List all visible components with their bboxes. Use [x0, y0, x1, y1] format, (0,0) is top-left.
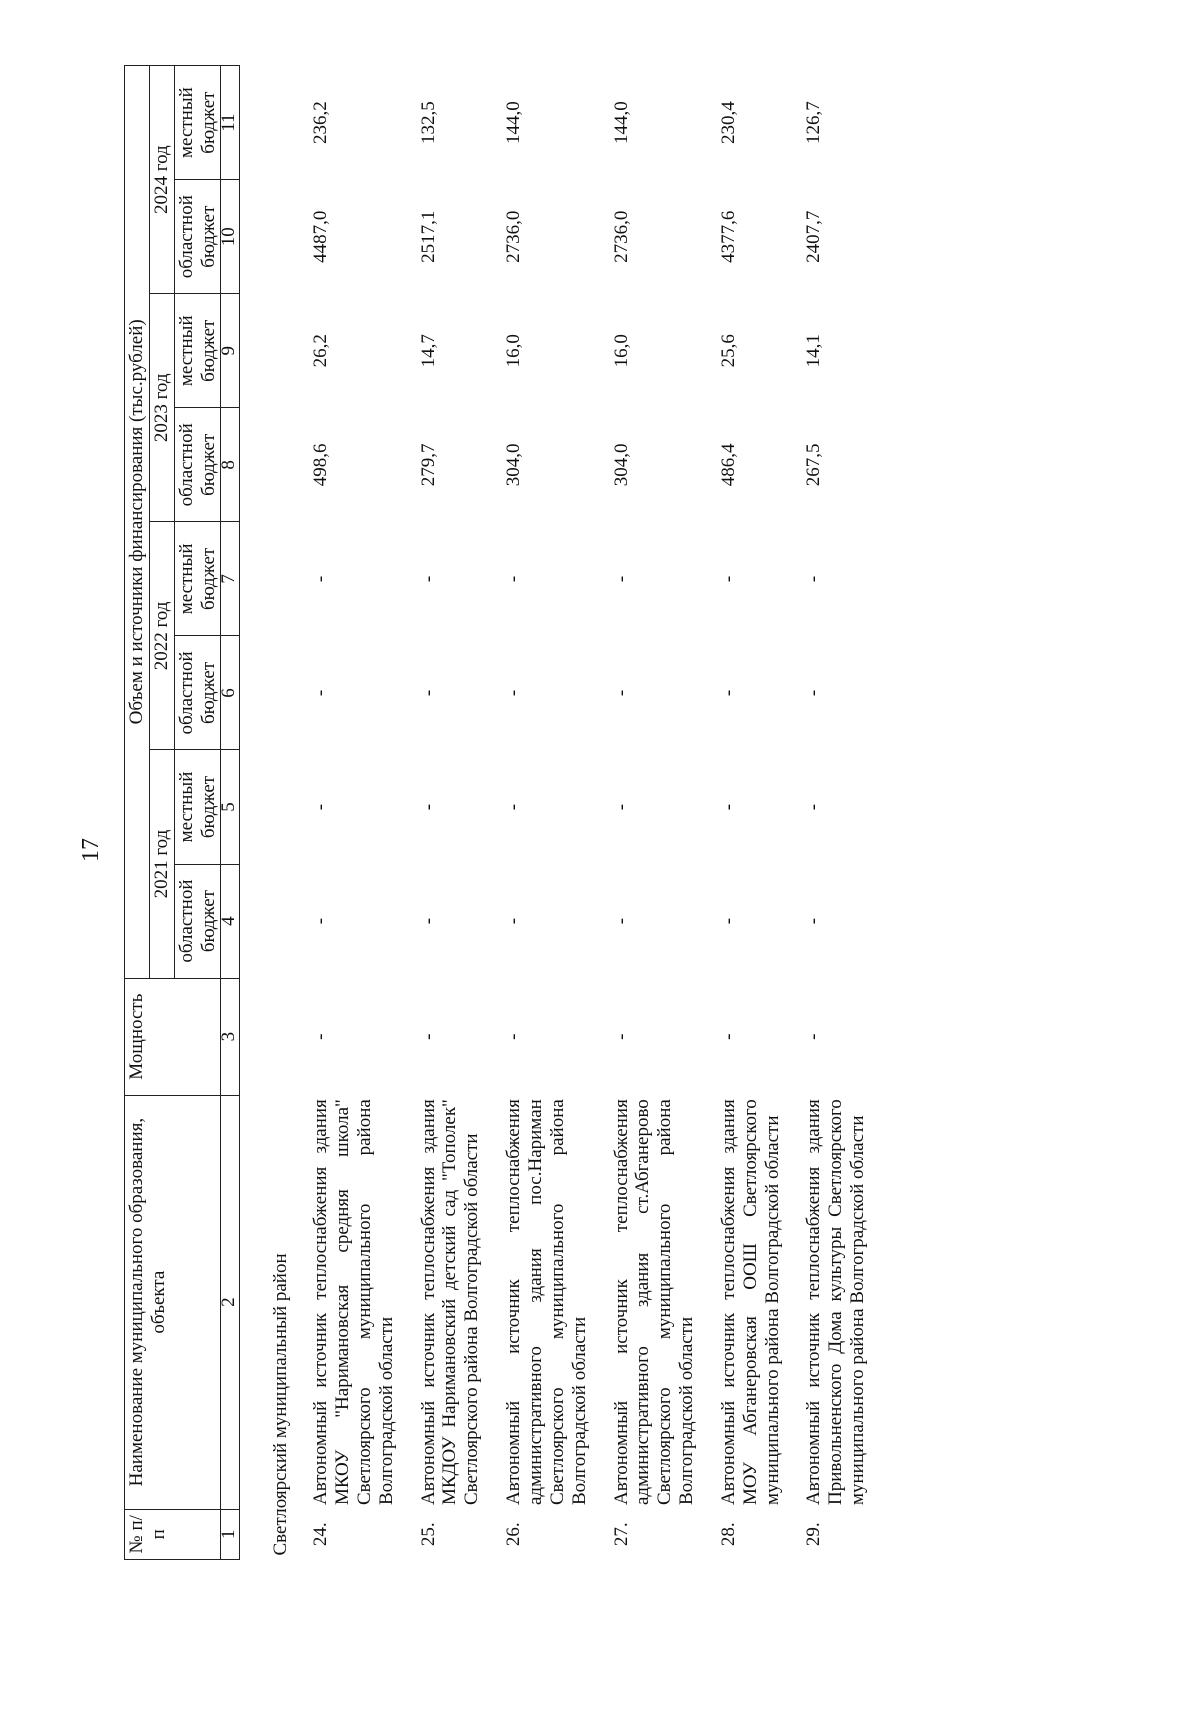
value-2022-regional: -	[417, 689, 439, 697]
value-2021-regional: -	[417, 917, 439, 925]
value-2022-local: -	[803, 575, 825, 583]
column-number: 4	[221, 864, 240, 978]
value-2023-local: 26,2	[310, 334, 332, 368]
value-2022-local: -	[417, 575, 439, 583]
row-number: 28.	[717, 1522, 739, 1547]
value-2024-regional: 4377,6	[717, 210, 739, 263]
value-2021-local: -	[310, 803, 332, 811]
value-2023-local: 25,6	[717, 334, 739, 368]
header-regional-budget: областной бюджет	[174, 408, 221, 522]
table-row	[414, 66, 500, 1560]
column-number-row	[221, 66, 240, 1560]
value-2021-regional: -	[503, 917, 525, 925]
value-2021-local: -	[503, 803, 525, 811]
power-value: -	[610, 1033, 632, 1040]
power-value: -	[717, 1033, 739, 1040]
column-number: 9	[221, 294, 240, 408]
value-2024-regional: 2407,7	[803, 210, 825, 263]
value-2021-local: -	[717, 803, 739, 811]
header-regional-budget: областной бюджет	[174, 180, 221, 294]
header-regional-budget: областной бюджет	[174, 636, 221, 750]
value-2024-local: 230,4	[717, 101, 739, 144]
value-2023-regional: 498,6	[310, 443, 332, 487]
header-year-2022: 2022 год	[149, 522, 174, 750]
column-number: 10	[221, 180, 240, 294]
value-2023-regional: 279,7	[417, 443, 439, 487]
value-2022-regional: -	[310, 689, 332, 697]
value-2021-regional: -	[803, 917, 825, 925]
header-power: Мощность	[125, 978, 221, 1095]
row-number: 29.	[803, 1522, 825, 1547]
header-name: Наименование муниципального образования, объекта	[125, 1095, 221, 1509]
header-local-budget: местный бюджет	[174, 294, 221, 408]
table-row	[799, 66, 885, 1560]
section-row	[240, 66, 306, 1560]
value-2023-regional: 304,0	[503, 443, 525, 487]
power-value: -	[417, 1033, 439, 1040]
row-number: 27.	[610, 1522, 632, 1547]
value-2024-local: 236,2	[310, 101, 332, 144]
value-2023-regional: 304,0	[610, 443, 632, 487]
row-number: 26.	[503, 1522, 525, 1547]
value-2023-local: 16,0	[503, 334, 525, 368]
header-local-budget: местный бюджет	[174, 750, 221, 864]
table-row	[607, 66, 714, 1560]
row-number: 25.	[417, 1522, 439, 1547]
financing-table	[124, 65, 885, 1560]
power-value: -	[310, 1033, 332, 1040]
page-number: 17	[78, 838, 104, 862]
value-2023-regional: 267,5	[803, 443, 825, 487]
value-2024-local: 144,0	[610, 101, 632, 144]
value-2021-regional: -	[717, 917, 739, 925]
header-num: № п/п	[125, 1509, 221, 1559]
value-2024-local: 132,5	[417, 101, 439, 144]
header-year-2023: 2023 год	[149, 294, 174, 522]
value-2021-local: -	[610, 803, 632, 811]
object-name: Автономный источник теплоснабжения здания МКДОУ Наримановский детский сад "Тополек" Светлоярского района Волгоградской области	[417, 1099, 483, 1506]
header-funding: Объем и источники финансирования (тыс.рублей)	[125, 66, 150, 979]
column-number: 7	[221, 522, 240, 636]
table-row	[714, 66, 800, 1560]
value-2021-regional: -	[310, 917, 332, 925]
value-2024-regional: 2736,0	[610, 210, 632, 263]
value-2024-regional: 2736,0	[503, 210, 525, 263]
value-2024-local: 126,7	[803, 101, 825, 144]
value-2022-regional: -	[803, 689, 825, 697]
column-number: 2	[221, 1095, 240, 1509]
header-local-budget: местный бюджет	[174, 522, 221, 636]
table-body	[240, 66, 885, 1560]
value-2022-local: -	[503, 575, 525, 583]
object-name: Автономный источник теплоснабжения здания Привольненского Дома культуры Светлоярского муниципального района Волгоградской области	[803, 1099, 869, 1506]
value-2024-regional: 2517,1	[417, 210, 439, 263]
value-2022-local: -	[610, 575, 632, 583]
value-2023-local: 16,0	[610, 334, 632, 368]
value-2024-local: 144,0	[503, 101, 525, 144]
table-row	[306, 66, 413, 1560]
value-2023-regional: 486,4	[717, 443, 739, 487]
column-number: 3	[221, 978, 240, 1095]
table-header	[125, 66, 240, 1560]
column-number: 1	[221, 1509, 240, 1559]
value-2022-local: -	[310, 575, 332, 583]
value-2021-regional: -	[610, 917, 632, 925]
section-title: Светлоярский муниципальный район	[270, 1253, 292, 1556]
header-regional-budget: областной бюджет	[174, 864, 221, 978]
value-2024-regional: 4487,0	[310, 210, 332, 263]
row-number: 24.	[310, 1522, 332, 1547]
value-2023-local: 14,1	[803, 334, 825, 368]
column-number: 8	[221, 408, 240, 522]
value-2022-regional: -	[717, 689, 739, 697]
object-name: Автономный источник теплоснабжения административного здания пос.Нариман Светлоярского муниципального района Волгоградской области	[503, 1099, 590, 1506]
value-2022-local: -	[717, 575, 739, 583]
header-year-2024: 2024 год	[149, 66, 174, 294]
header-year-2021: 2021 год	[149, 750, 174, 978]
object-name: Автономный источник теплоснабжения административного здания ст.Абганерово Светлоярского муниципального района Волгоградской области	[610, 1099, 698, 1506]
column-number: 5	[221, 750, 240, 864]
value-2021-local: -	[417, 803, 439, 811]
column-number: 6	[221, 636, 240, 750]
value-2021-local: -	[803, 803, 825, 811]
value-2022-regional: -	[503, 689, 525, 697]
power-value: -	[803, 1033, 825, 1040]
object-name: Автономный источник теплоснабжения здания МКОУ "Наримановская средняя школа" Светлоярского муниципального района Волгоградской области	[310, 1099, 397, 1506]
value-2022-regional: -	[610, 689, 632, 697]
object-name: Автономный источник теплоснабжения здания МОУ Абганеровская ООШ Светлоярского муниципального района Волгоградской области	[717, 1099, 783, 1506]
header-local-budget: местный бюджет	[174, 66, 221, 180]
table-row	[499, 66, 606, 1560]
value-2023-local: 14,7	[417, 334, 439, 368]
power-value: -	[503, 1033, 525, 1040]
column-number: 11	[221, 66, 240, 180]
